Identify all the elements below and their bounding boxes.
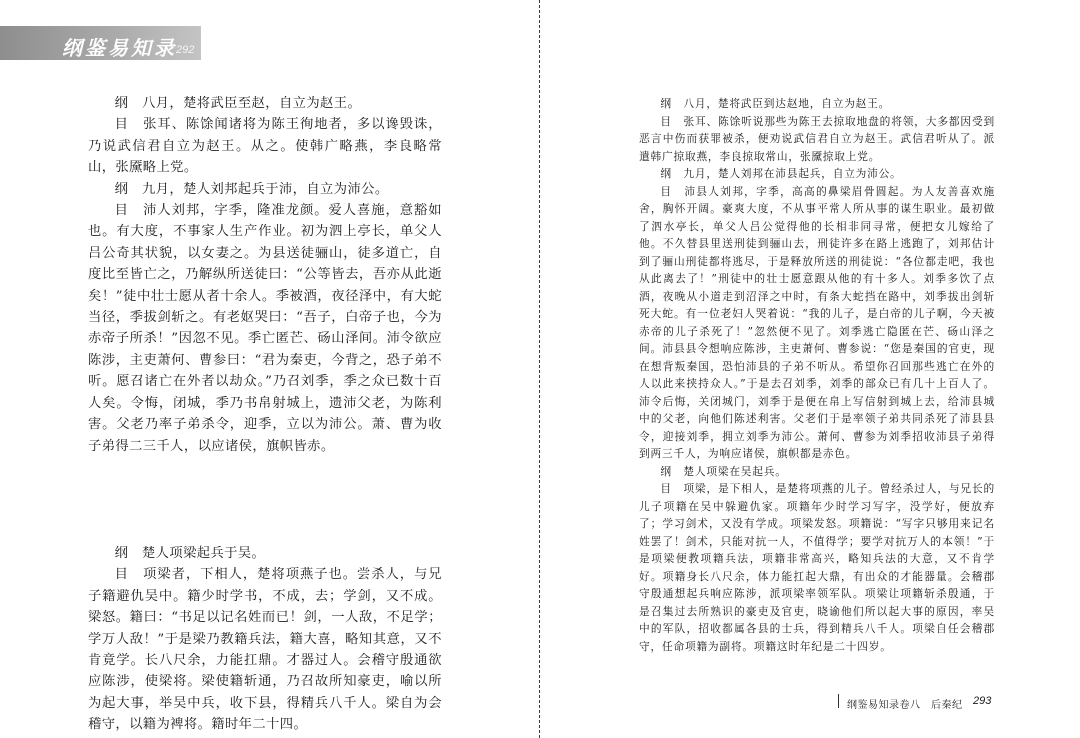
text-paragraph: 目 项梁者，下相人，楚将项燕子也。尝杀人，与兄子籍避仇吴中。籍少时学书，不成，去；学剑，又不成。梁怒。籍曰：“书足以记名姓而已！剑，一人敌，不足学；学万人敌！”于是梁乃教籍兵法，籍大喜，略知其意，又不肯竟学。长八尺余，力能扛鼎。才器过人。会稽守殷通欲应陈涉，使梁将。梁使籍斩通，乃召故所知豪吏，喻以所为起大事，举吴中兵，收下县，得精兵八千人。梁自为会稽守，以籍为裨将。籍时年二十四。: [88, 567, 442, 733]
left-page: [0, 0, 538, 738]
right-page-number: 293: [973, 695, 992, 707]
classical-text-column: [88, 93, 442, 736]
running-header-title: 纲鉴易知录: [62, 36, 177, 60]
running-footer-label: 纲鉴易知录卷八 后秦纪: [847, 700, 963, 711]
text-paragraph: 纲 楚人项梁在吴起兵。: [660, 464, 787, 478]
footer-rule: [838, 694, 839, 708]
text-paragraph: 目 项梁，是下相人，是楚将项燕的儿子。曾经杀过人，与兄长的儿子项籍在吴中躲避仇家。项籍年少时学习写字，没学好，便放弃了；学习剑术，又没有学成。项梁发怒。项籍说：“写字只够用来记名姓罢了！剑术，只能对抗一人，不值得学；要学对抗万人的本领！”于是项梁便教项籍兵法，项籍非常高兴，略知兵法的大意，又不肯学好。项籍身长八尺余，体力能扛起大鼎，有出众的才能器量。会稽郡守殷通想起兵响应陈涉，派项梁率领军队。项梁让项籍斩杀殷通，于是召集过去所熟识的豪吏及官吏，晓谕他们所以起大事的原因，率吴中的军队，招收都属各县的士兵，得到精兵八千人。项梁自任会稽郡守，任命项籍为副将。项籍这时年纪是二十四岁。: [639, 482, 995, 653]
text-paragraph: 纲 九月，楚人刘邦在沛县起兵，自立为沛公。: [660, 167, 902, 180]
section-gap: [88, 457, 442, 543]
translation-text-column: [639, 95, 995, 655]
text-paragraph: 目 沛人刘邦，字季，隆准龙颜。爱人喜施，意豁如也。有大度，不事家人生产作业。初为泗上亭长，单父人吕公奇其状貌，以女妻之。为县送徒骊山，徒多道亡，自度比至皆亡之，乃解纵所送徒曰：“公等皆去，吾亦从此逝矣！”徒中壮士愿从者十余人。季被酒，夜径泽中，有大蛇当径，季拔剑斩之。有老妪哭曰：“吾子，白帝子也，今为赤帝子所杀！”因忽不见。季亡匿芒、砀山泽间。沛令欲应陈涉，主吏萧何、曹参曰：“君为秦吏，今背之，恐子弟不听。愿召诸亡在外者以劫众。”乃召刘季，季之众已数十百人矣。令悔，闭城，季乃书帛射城上，遗沛父老，为陈利害。父老乃率子弟杀令，迎季，立以为沛公。萧、曹为收子弟得二三千人，以应诸侯，旗帜皆赤。: [88, 203, 442, 454]
text-paragraph: 纲 八月，楚将武臣到达赵地，自立为赵王。: [660, 97, 891, 110]
text-paragraph: 纲 八月，楚将武臣至赵，自立为赵王。: [114, 96, 362, 111]
text-paragraph: 纲 楚人项梁起兵于吴。: [114, 545, 266, 561]
left-page-number: 292: [176, 44, 195, 56]
text-paragraph: 目 沛县人刘邦，字季，高高的鼻梁眉骨圆起。为人友善喜欢施舍，胸怀开阔。豪爽大度，不从事平常人所从事的谋生职业。最初做了泗水亭长，单父人吕公觉得他的长相非同寻常，便把女儿嫁给了他。不久替县里送刑徒到骊山去，刑徒许多在路上逃跑了，刘邦估计到了骊山刑徒都将逃尽，于是释放所送的刑徒说：“各位都走吧，我也从此离去了！”刑徒中的壮士愿意跟从他的有十多人。刘季多饮了点酒，夜晚从小道走到沼泽之中时，有条大蛇挡在路中，刘季拔出剑斩死大蛇。有一位老妇人哭着说：“我的儿子，是白帝的儿子啊，今天被赤帝的儿子杀死了！”忽然便不见了。刘季逃亡隐匿在芒、砀山泽之间。沛县县令想响应陈涉，主吏萧何、曹参说：“您是秦国的官吏，现在想背叛秦国，恐怕沛县的子弟不听从。希望你召回那些逃亡在外的人以此来挟持众人。”于是去召刘季，刘季的部众已有几十上百人了。沛令后悔，关闭城门，刘季于是便在帛上写信射到城上去，给沛县城中的父老，向他们陈述利害。父老们于是率领子弟共同杀死了沛县县令，迎接刘季，拥立刘季为沛公。萧何、曹参为刘季招收沛县子弟得到两三千人，为响应诸侯，旗帜都是赤色。: [639, 184, 995, 460]
text-paragraph: 纲 九月，楚人刘邦起兵于沛，自立为沛公。: [114, 181, 389, 197]
text-paragraph: 目 张耳、陈馀闻诸将为陈王徇地者，多以谗毁诛，乃说武信君自立为赵王。从之。使韩广略燕，李良略常山，张黡略上党。: [88, 117, 442, 176]
right-page: [541, 0, 1080, 738]
page-gutter-divider: [539, 0, 540, 738]
text-paragraph: 目 张耳、陈馀听说那些为陈王去掠取地盘的将领，大多都因受到恶言中伤而获罪被杀，便劝说武信君自立为赵王。武信君听从了。派遣韩广掠取燕，李良掠取常山，张黡掠取上党。: [639, 114, 995, 163]
